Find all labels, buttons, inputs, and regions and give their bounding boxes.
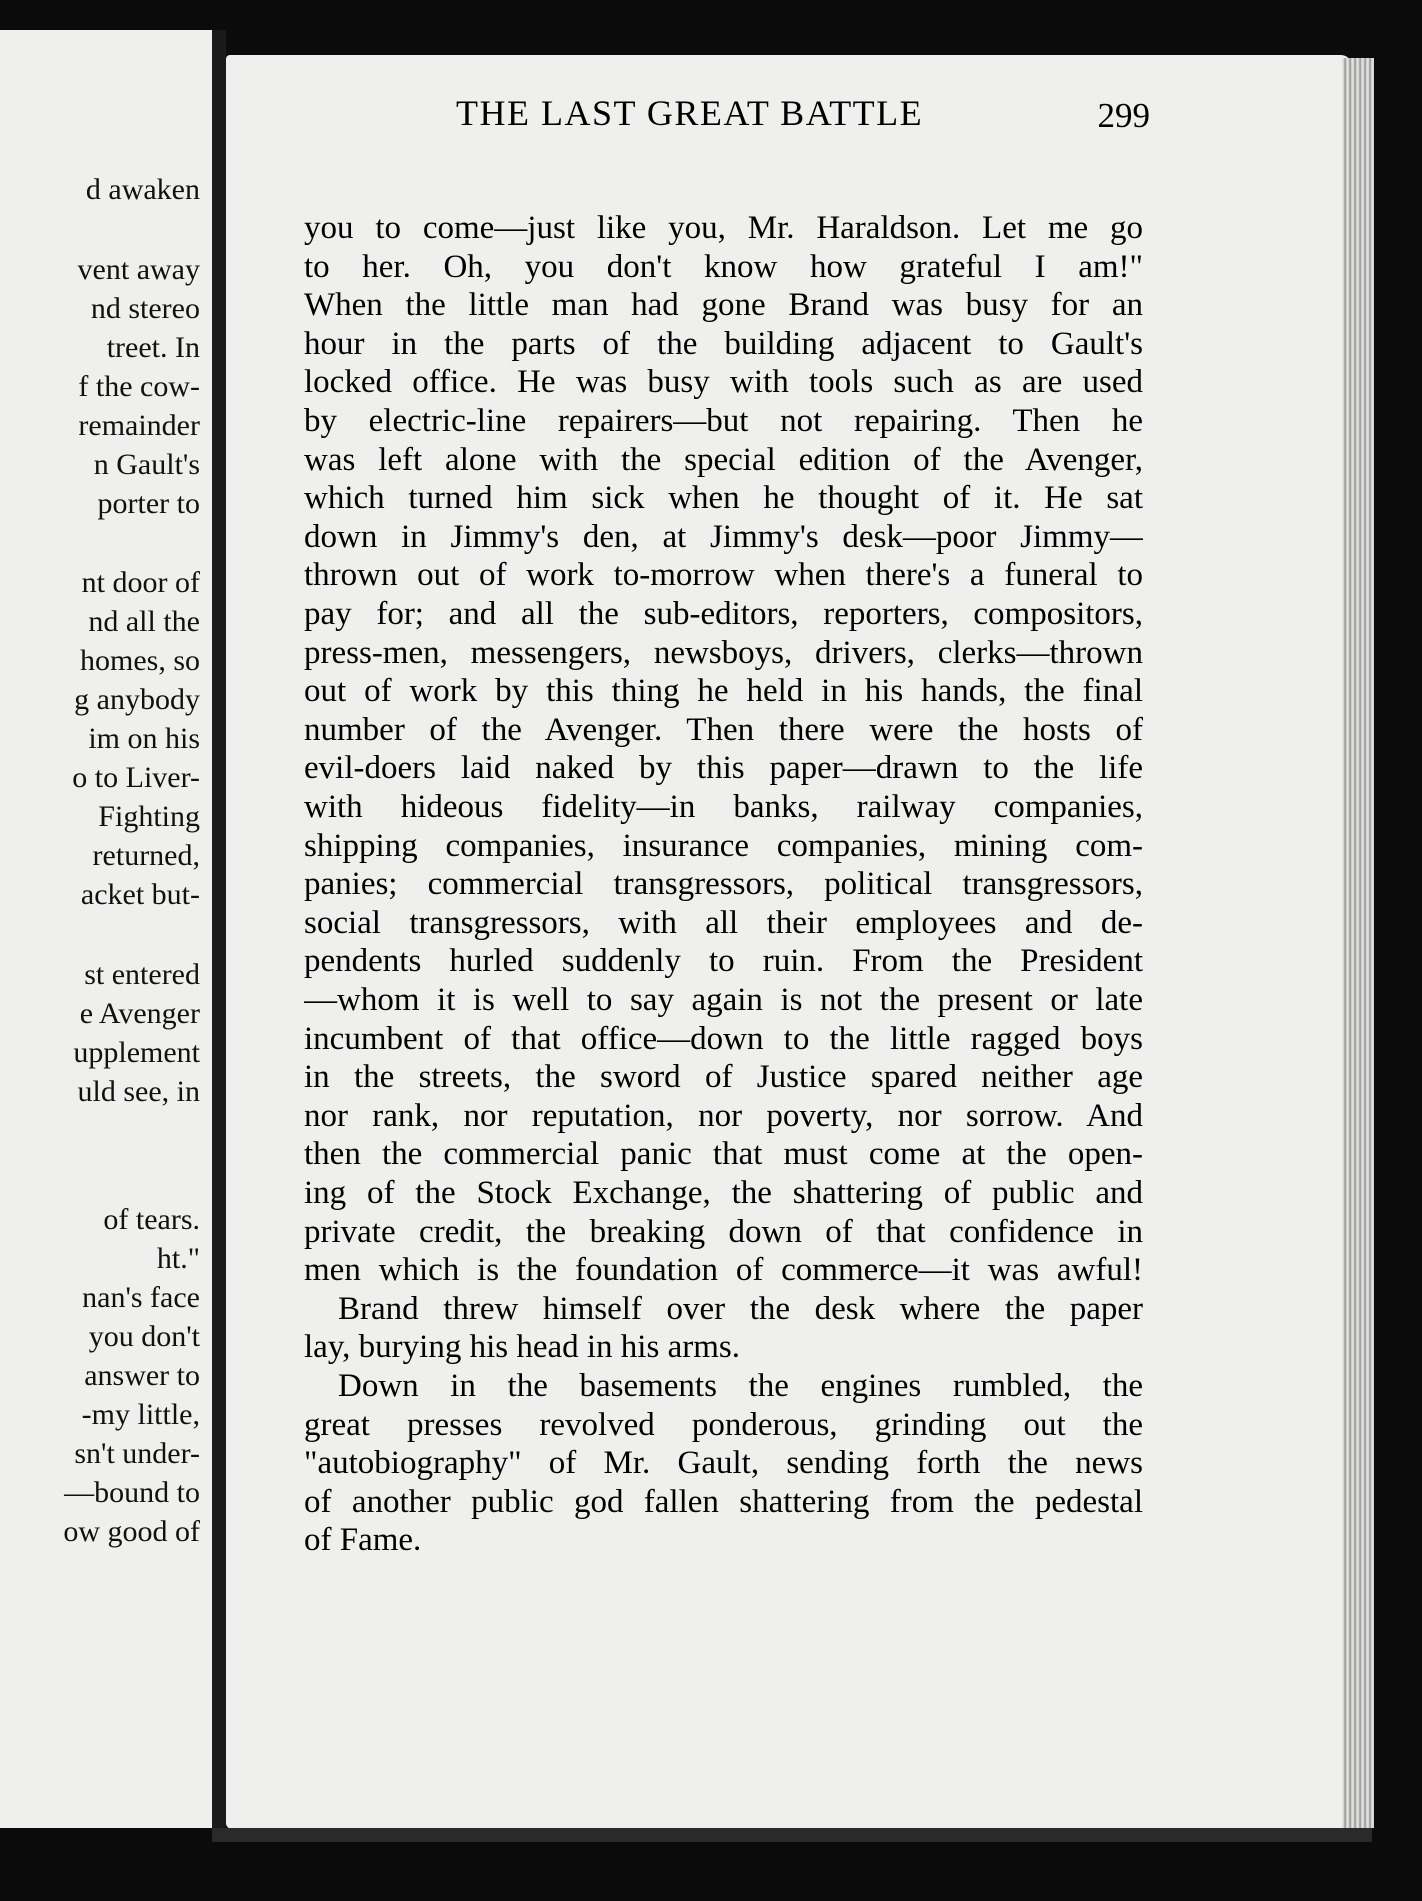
left-page-line: answer to xyxy=(84,1359,200,1392)
text-line: When the little man had gone Brand was busy for an xyxy=(304,287,1143,324)
page-edges xyxy=(1342,58,1374,1828)
text-line: evil-doers laid naked by this paper—drawn to the life xyxy=(304,750,1143,787)
left-page-line: f the cow- xyxy=(78,370,200,403)
text-line: —whom it is well to say again is not the present or late xyxy=(304,982,1143,1018)
left-page-line: d awaken xyxy=(85,173,200,206)
text-line: press-men, messengers, newsboys, drivers, clerks—thrown xyxy=(304,634,1143,671)
left-page-line: ht." xyxy=(156,1242,200,1275)
text-line: with hideous fidelity—in banks, railway companies, xyxy=(304,789,1143,825)
text-line: Brand threw himself over the desk where the paper xyxy=(338,1290,1143,1327)
left-page-line: returned, xyxy=(92,839,200,872)
left-page-line: upplement xyxy=(73,1036,200,1069)
left-page-line: ow good of xyxy=(63,1515,200,1548)
text-line: hour in the parts of the building adjacent to Gault's xyxy=(304,325,1143,362)
left-page-line: im on his xyxy=(88,722,200,755)
left-page-line: you don't xyxy=(88,1320,200,1353)
text-line: thrown out of work to-morrow when there's a funeral to xyxy=(304,557,1143,594)
text-line: number of the Avenger. Then there were the hosts of xyxy=(304,711,1143,748)
book-spine xyxy=(212,30,226,1830)
left-page-line: porter to xyxy=(97,487,200,520)
text-line: nor rank, nor reputation, nor poverty, nor sorrow. And xyxy=(304,1097,1143,1134)
left-page-line: treet. In xyxy=(106,331,200,364)
text-line: shipping companies, insurance companies, mining com- xyxy=(304,827,1143,864)
text-line: which turned him sick when he thought of it. He sat xyxy=(304,480,1143,517)
left-page-line: acket but- xyxy=(80,878,200,911)
left-page-line: nt door of xyxy=(81,566,200,599)
running-head: THE LAST GREAT BATTLE xyxy=(456,93,924,133)
text-line: in the streets, the sword of Justice spared neither age xyxy=(304,1059,1143,1096)
text-line: of another public god fallen shattering from the pedestal xyxy=(304,1483,1143,1520)
text-line: out of work by this thing he held in his hands, the final xyxy=(304,673,1143,710)
left-page-line: -my little, xyxy=(81,1398,200,1431)
text-line: "autobiography" of Mr. Gault, sending forth the news xyxy=(304,1445,1143,1482)
text-line: down in Jimmy's den, at Jimmy's desk—poor Jimmy— xyxy=(304,518,1143,555)
left-page-line: nd all the xyxy=(88,605,200,638)
left-page-line: e Avenger xyxy=(79,997,200,1030)
left-page-line: nan's face xyxy=(82,1281,200,1314)
text-line: you to come—just like you, Mr. Haraldson. Let me go xyxy=(304,210,1143,246)
left-page-line: st entered xyxy=(84,958,200,991)
left-page xyxy=(0,30,218,1828)
page-bottom-edge xyxy=(212,1828,1372,1842)
left-page-line: g anybody xyxy=(74,683,200,716)
text-line: social transgressors, with all their employees and de- xyxy=(304,904,1143,941)
text-line: lay, burying his head in his arms. xyxy=(304,1329,740,1366)
text-line: panies; commercial transgressors, political transgressors, xyxy=(304,866,1143,903)
left-page-line: n Gault's xyxy=(93,448,200,481)
left-page-line: vent away xyxy=(77,253,200,286)
text-line: pendents hurled suddenly to ruin. From the President xyxy=(304,943,1143,980)
text-line: ing of the Stock Exchange, the shattering of public and xyxy=(304,1175,1143,1211)
text-line: private credit, the breaking down of that confidence in xyxy=(304,1213,1143,1250)
text-line: pay for; and all the sub-editors, reporters, compositors, xyxy=(304,596,1143,632)
text-line: incumbent of that office—down to the little ragged boys xyxy=(304,1020,1143,1057)
left-page-line: homes, so xyxy=(80,644,200,677)
left-page-line: —bound to xyxy=(64,1476,200,1509)
left-page-line: o to Liver- xyxy=(72,761,200,794)
text-line: to her. Oh, you don't know how grateful I am!" xyxy=(304,248,1143,285)
text-line: men which is the foundation of commerce—it was awful! xyxy=(304,1252,1143,1289)
left-page-line: nd stereo xyxy=(90,292,200,325)
left-page-line: Fighting xyxy=(98,800,200,833)
text-line: locked office. He was busy with tools such as are used xyxy=(304,364,1143,401)
left-page-line: sn't under- xyxy=(74,1437,200,1470)
text-line: was left alone with the special edition of the Avenger, xyxy=(304,441,1143,478)
text-line: then the commercial panic that must come at the open- xyxy=(304,1136,1143,1173)
left-page-line: remainder xyxy=(78,409,200,442)
text-line: of Fame. xyxy=(304,1522,422,1559)
text-line: by electric-line repairers—but not repairing. Then he xyxy=(304,403,1143,439)
left-page-line: uld see, in xyxy=(77,1075,200,1108)
text-line: great presses revolved ponderous, grinding out the xyxy=(304,1406,1143,1443)
left-page-line: of tears. xyxy=(103,1203,200,1236)
page-number: 299 xyxy=(1097,96,1150,135)
text-line: Down in the basements the engines rumbled, the xyxy=(338,1368,1143,1404)
